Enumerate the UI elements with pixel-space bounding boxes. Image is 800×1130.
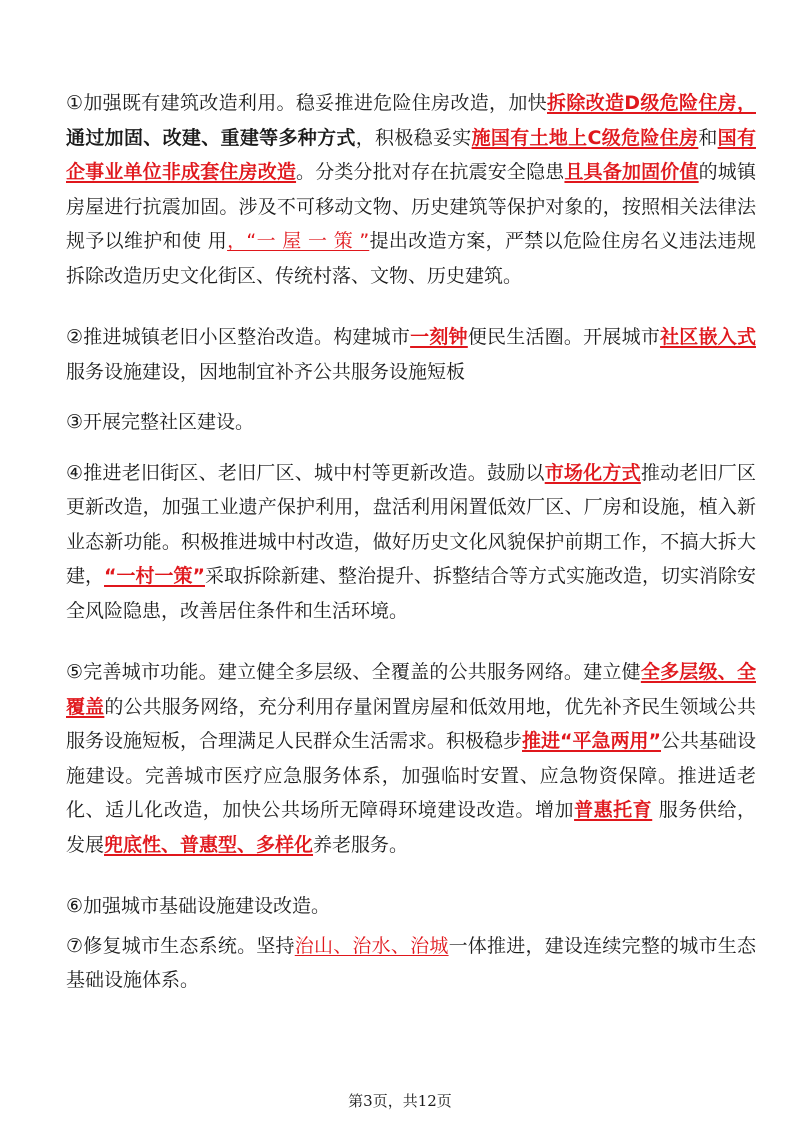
- text-run: ②推进城镇老旧小区整治改造。构建城市: [66, 326, 411, 348]
- paragraph-5: [66, 655, 756, 862]
- document-body: [66, 86, 756, 998]
- text-run: 服务设施建设，因地制宜补齐公共服务设施短板: [66, 360, 466, 383]
- text-run: 的城镇房屋进行抗震加固。涉及不可移动文物、历史建筑等保护对象的，按照相关法律法规予以维护和使 用: [66, 161, 756, 252]
- text-run: 推动老旧厂区更新改造，加强工业遗产保护利用，盘活利用闲置低效厂区、厂房和设施，植入新业态新功能。积极推进城中村改造，做好历史文化风貌保护前期工作，不搞大拆大建，: [66, 461, 756, 587]
- text-run: 养老服务。: [313, 833, 409, 856]
- highlight-text: “一村一策”: [104, 565, 205, 587]
- paragraph-3: [66, 405, 756, 440]
- paragraph-1: [66, 86, 756, 293]
- highlight-text: 一刻钟: [410, 326, 468, 348]
- text-run: ⑥加强城市基础设施建设改造。: [66, 895, 331, 917]
- text-run: 采取拆除新建、整治提升、拆整结合等方式实施改造，切实消除安全风险隐患，改善居住条件和生活环境。: [66, 565, 757, 622]
- spacer: [66, 628, 756, 655]
- paragraph-6: [66, 889, 756, 924]
- spacer: [66, 293, 756, 320]
- text-run: 公共基础设施建设。完善城市医疗应急服务体系，加强临时安置、应急物资保障。推进适老化、适儿化改造，加快公共场所无障碍环境建设改造。增加: [66, 730, 757, 821]
- text-run: ③开展完整社区建设。: [66, 411, 255, 433]
- spacer: [66, 389, 756, 405]
- highlight-text: 国有企事业单位非成套住房改造: [66, 126, 756, 183]
- text-run: ，: [736, 92, 756, 114]
- bold-text: 通过加固、改建、重建等多种方式: [66, 126, 356, 149]
- text-run: 和: [698, 126, 718, 149]
- text-run: ①加强既有建筑改造利用。稳妥推进危险住房改造，加快: [66, 92, 548, 114]
- highlight-text: 普惠托育: [574, 799, 653, 821]
- text-run: 一体推进，建设连续完整的城市生态基础设施体系。: [66, 934, 756, 991]
- highlight-text: 治山、治水、治城: [294, 934, 449, 957]
- text-run: ，积极稳妥实: [355, 126, 472, 149]
- text-run: 。分类分批对存在抗震安全隐患: [296, 161, 565, 183]
- text-run: 的公共服务网络，充分利用存量闲置房屋和低效用地，优先补齐民生领域公共服务设施短板，合理满足人民群众生活需求。积极稳步: [66, 695, 756, 752]
- paragraph-4: [66, 456, 756, 629]
- text-run: ⑤完善城市功能。建立健全多层级、全覆盖的公共服务网络。建立健: [66, 661, 641, 683]
- highlight-text: ，“一 屋 一 策 ”: [227, 230, 370, 252]
- paragraph-7: [66, 929, 756, 998]
- highlight-text: 且具备加固价值: [564, 161, 699, 183]
- text-run: 服务供给，发展: [66, 799, 756, 856]
- highlight-text: 全多层级、全覆盖: [66, 661, 756, 718]
- text-run: ④推进老旧街区、老旧厂区、城中村等更新改造。鼓励以: [66, 461, 545, 484]
- text-run: 便民生活圈。开展城市: [467, 326, 661, 348]
- highlight-text: 推进“平急两用”: [522, 730, 661, 752]
- highlight-text: 施国有土地上C级危险住房: [471, 126, 699, 149]
- text-run: 提出改造方案，严禁以危险住房名义违法违规拆除改造历史文化街区、传统村落、文物、历史建筑。: [66, 230, 756, 287]
- spacer: [66, 862, 756, 889]
- highlight-text: 市场化方式: [544, 461, 641, 484]
- spacer: [66, 440, 756, 456]
- paragraph-2: [66, 320, 756, 389]
- highlight-text: 社区嵌入式: [660, 326, 756, 348]
- highlight-text: 兜底性、普惠型、多样化: [104, 833, 314, 856]
- highlight-text: 拆除改造D级危险住房: [547, 92, 737, 114]
- page-number-footer: 第3页，共12页: [348, 1092, 452, 1110]
- text-run: ⑦修复城市生态系统。坚持: [66, 934, 295, 957]
